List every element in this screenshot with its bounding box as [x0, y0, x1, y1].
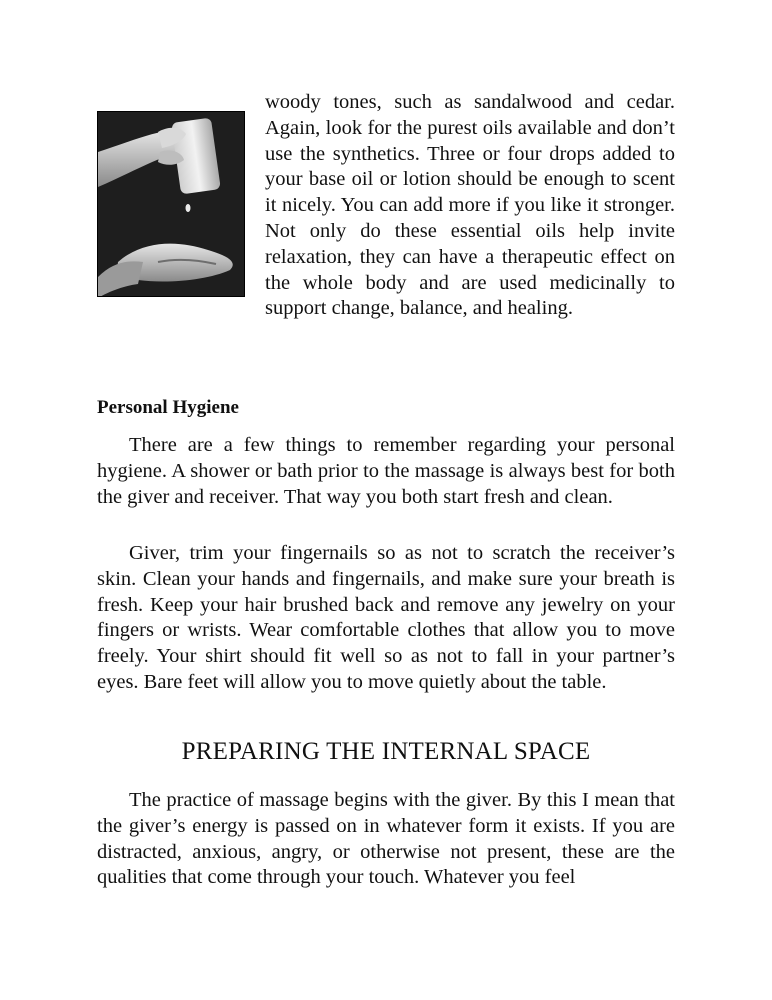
oil-pouring-photo — [97, 111, 245, 297]
intro-paragraph: woody tones, such as sandalwood and cedar. Again, look for the purest oils available and don’t use the synthetics. Three or four drops added to your base oil or lotion should be enough to scent it nicely. You can add more if you like it stronger. Not only do these essential oils help invite relaxation, they can have a therapeutic effect on the whole body and are used medicinally to support change, balance, and healing. — [265, 91, 675, 320]
hands-pouring-oil-illustration — [98, 112, 245, 297]
hygiene-paragraph-2: Giver, trim your fingernails so as not to scratch the receiver’s skin. Clean your hands and fingernails, and make sure your breath is fresh. Keep your hair brushed back and remove any jewelry on your fingers or wrists. Wear comfortable clothes that allow you to move freely. Your shirt should fit well so as not to fall in your partner’s eyes. Bare feet will allow you to move quietly about the table. — [97, 542, 675, 693]
hygiene-paragraph-1: There are a few things to remember regarding your personal hygiene. A shower or bath prior to the massage is always best for both the giver and receiver. That way you both start fresh and clean. — [97, 434, 675, 508]
personal-hygiene-heading: Personal Hygiene — [97, 397, 239, 418]
internal-space-paragraph: The practice of massage begins with the giver. By this I mean that the giver’s energy is passed on in whatever form it exists. If you are distracted, anxious, angry, or otherwise not present, these are the qualities that come through your touch. Whatever you feel — [97, 789, 675, 889]
section-title: PREPARING THE INTERNAL SPACE — [181, 738, 591, 765]
